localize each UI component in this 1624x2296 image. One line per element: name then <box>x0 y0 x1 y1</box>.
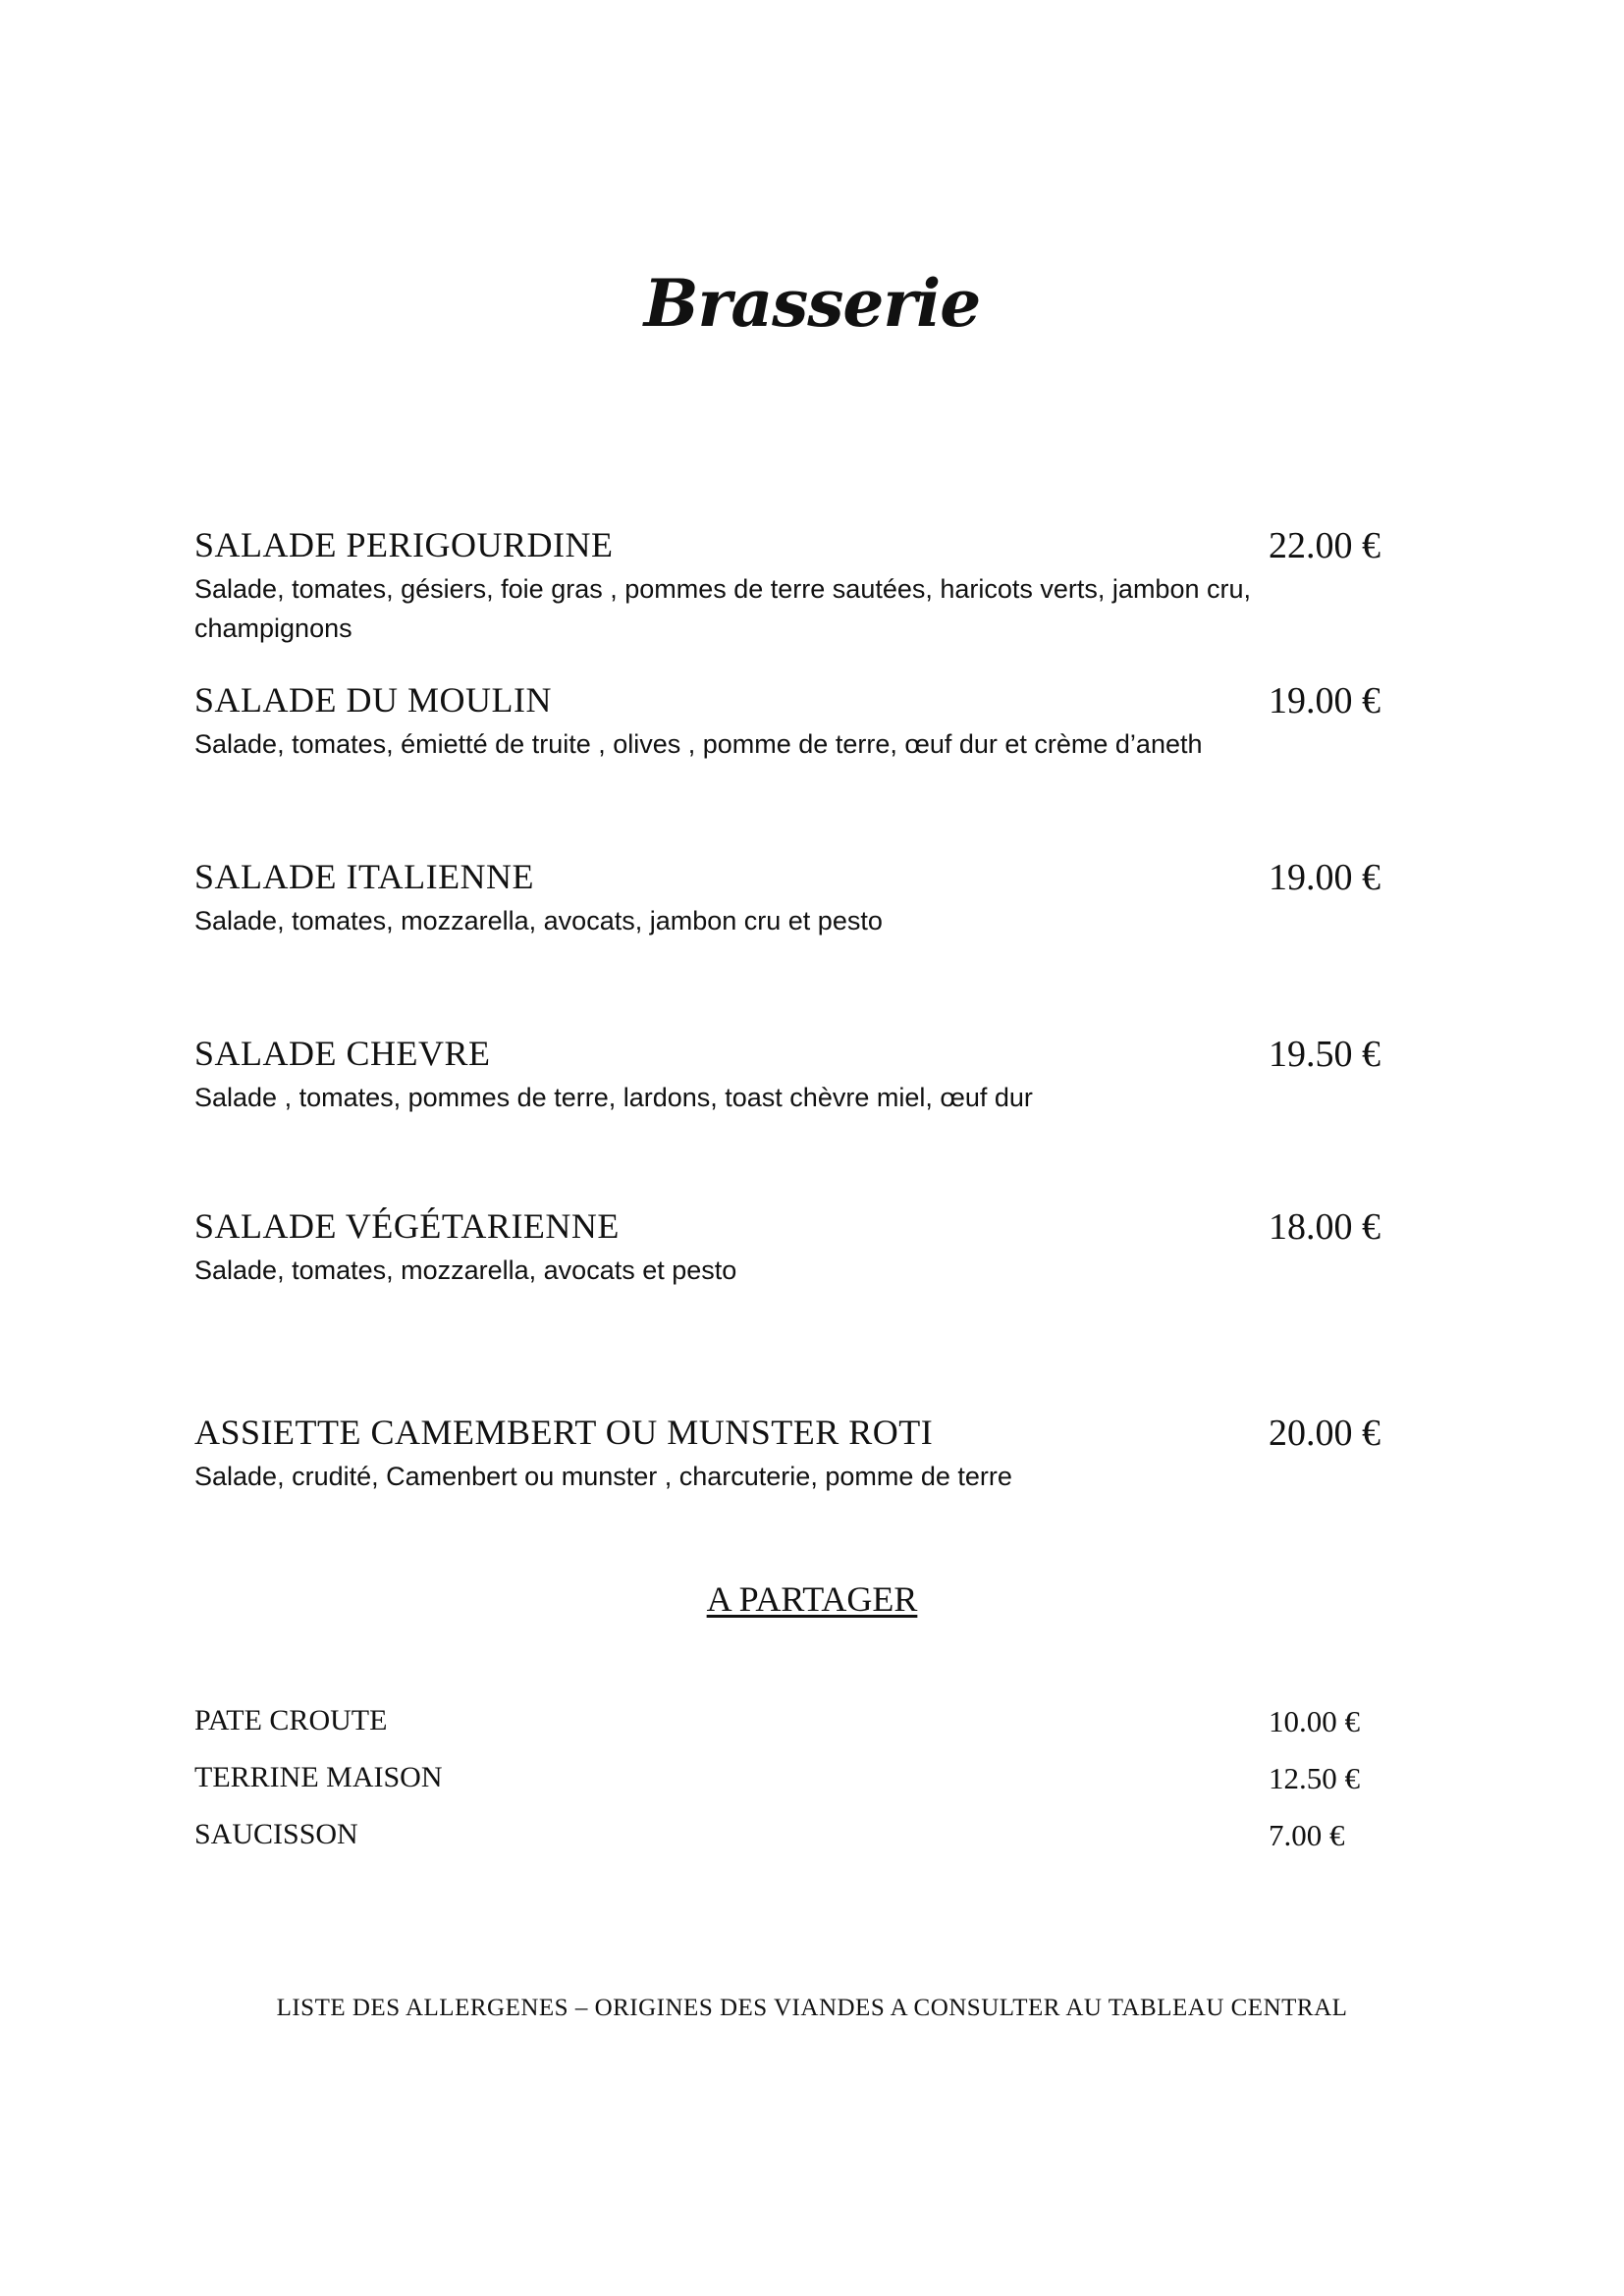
menu-item-description: Salade , tomates, pommes de terre, lardons, toast chèvre miel, œuf dur <box>194 1083 1033 1112</box>
menu-item-header <box>194 524 1412 569</box>
section-title-a-partager: A PARTAGER <box>706 1579 918 1619</box>
menu-item-price: 19.00 € <box>1269 680 1380 721</box>
menu-item-name: SALADE DU MOULIN <box>194 680 552 720</box>
menu-item-price: 18.00 € <box>1269 1206 1380 1248</box>
allergen-notice: LISTE DES ALLERGENES – ORIGINES DES VIANDES A CONSULTER AU TABLEAU CENTRAL <box>276 1995 1348 2021</box>
menu-item-header <box>194 1033 1412 1078</box>
menu-item-header <box>194 856 1412 901</box>
menu-item-description: Salade, tomates, émietté de truite , olives , pomme de terre, œuf dur et crème d’aneth <box>194 729 1203 759</box>
menu-item-name: SALADE VÉGÉTARIENNE <box>194 1206 620 1246</box>
menu-item <box>194 856 1412 940</box>
menu-item-name: ASSIETTE CAMEMBERT OU MUNSTER ROTI <box>194 1413 934 1452</box>
share-item <box>194 1761 1412 1804</box>
share-item <box>194 1818 1412 1861</box>
menu-item-price: 19.50 € <box>1269 1034 1380 1075</box>
menu-item-description: Salade, tomates, mozzarella, avocats, jambon cru et pesto <box>194 906 883 935</box>
menu-item-description: Salade, tomates, gésiers, foie gras , pommes de terre sautées, haricots verts, jambon cru, champignons <box>194 574 1251 643</box>
share-item-name: SAUCISSON <box>194 1818 358 1850</box>
menu-item-name: SALADE CHEVRE <box>194 1034 491 1073</box>
menu-item-price: 19.00 € <box>1269 857 1380 898</box>
share-item-name: PATE CROUTE <box>194 1704 388 1736</box>
share-item-name: TERRINE MAISON <box>194 1761 443 1793</box>
menu-item <box>194 1412 1412 1496</box>
share-item-price: 12.50 € <box>1269 1761 1360 1795</box>
menu-item-description: Salade, crudité, Camenbert ou munster , charcuterie, pomme de terre <box>194 1462 1012 1491</box>
menu-item-name: SALADE ITALIENNE <box>194 857 535 896</box>
menu-item <box>194 679 1412 764</box>
menu-item-price: 22.00 € <box>1269 525 1380 566</box>
menu-item <box>194 524 1412 648</box>
menu-item-header <box>194 1412 1412 1457</box>
page-title: Brasserie <box>643 265 981 342</box>
menu-item-description: Salade, tomates, mozzarella, avocats et pesto <box>194 1255 737 1285</box>
menu-item-price: 20.00 € <box>1269 1413 1380 1454</box>
menu-item-name: SALADE PERIGOURDINE <box>194 525 614 564</box>
menu-item-header <box>194 1205 1412 1251</box>
share-item-price: 10.00 € <box>1269 1704 1360 1738</box>
share-item-price: 7.00 € <box>1269 1818 1345 1852</box>
menu-item-header <box>194 679 1412 724</box>
share-item <box>194 1704 1412 1747</box>
menu-item <box>194 1205 1412 1290</box>
menu-item <box>194 1033 1412 1117</box>
